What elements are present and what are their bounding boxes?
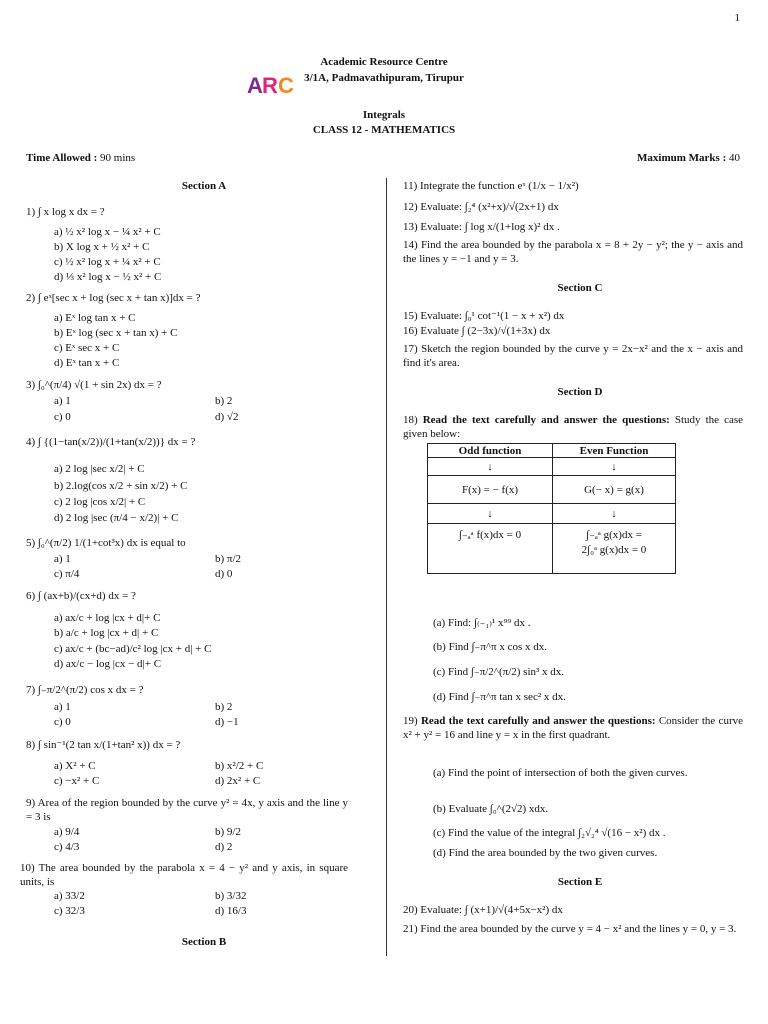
marks-value: 40	[729, 152, 740, 164]
q7-option-b: b) 2	[215, 701, 233, 713]
question-1: 1) ∫ x log x dx = ?	[26, 206, 105, 218]
q19-part-d: (d) Find the area bounded by the two given curves.	[433, 847, 658, 859]
q10-option-b: b) 3/32	[215, 890, 247, 902]
maximum-marks	[637, 152, 740, 164]
time-label: Time Allowed :	[26, 152, 98, 164]
question-14: 14) Find the area bounded by the parabola x = 8 + 2y − y²; the y − axis and the lines y = −1 and y = 3.	[403, 239, 743, 265]
question-8: 8) ∫ sin⁻¹(2 tan x/(1+tan² x)) dx = ?	[26, 739, 181, 751]
q18-part-d: (d) Find ∫₋π^π tan x sec² x dx.	[433, 691, 566, 703]
q2-option-a: a) Eˣ log tan x + C	[54, 312, 136, 324]
question-2: 2) ∫ eˣ[sec x + log (sec x + tan x)]dx = ?	[26, 292, 201, 304]
q4-option-b: b) 2.log(cos x/2 + sin x/2) + C	[54, 480, 188, 492]
table-even-integral-line1: ∫₋ₐᵃ g(x)dx =	[586, 529, 642, 541]
q8-option-a: a) X² + C	[54, 760, 96, 772]
question-21: 21) Find the area bounded by the curve y = 4 − x² and the lines y = 0, y = 3.	[403, 923, 737, 935]
q7-option-a: a) 1	[54, 701, 71, 713]
table-header-even: Even Function	[553, 444, 676, 458]
subject-title: Integrals	[362, 109, 406, 121]
table-arrow: ↓	[553, 504, 676, 524]
table-arrow: ↓	[553, 458, 676, 476]
time-value: 90 mins	[100, 152, 136, 164]
section-d-heading: Section D	[557, 386, 603, 398]
q19-part-c: (c) Find the value of the integral ∫₂√₂⁴ √(16 − x²) dx .	[433, 827, 666, 839]
question-4: 4) ∫ {(1−tan(x/2))/(1+tan(x/2))} dx = ?	[26, 436, 196, 448]
q6-option-c: c) ax/c + (bc−ad)/c² log |cx + d| + C	[54, 643, 212, 655]
q6-option-a: a) ax/c + log |cx + d|+ C	[54, 612, 161, 624]
question-5: 5) ∫₀^(π/2) 1/(1+cot³x) dx is equal to	[26, 537, 186, 549]
q1-option-c: c) ½ x² log x + ¼ x² + C	[54, 256, 161, 268]
q2-option-b: b) Eˣ log (sec x + tan x) + C	[54, 327, 178, 339]
q6-option-b: b) a/c + log |cx + d| + C	[54, 627, 159, 639]
table-odd-integral: ∫₋ₐᵃ f(x)dx = 0	[428, 524, 553, 574]
q7-option-d: d) −1	[215, 716, 239, 728]
svg-text:C: C	[278, 74, 294, 96]
q2-option-d: d) Eˣ tan x + C	[54, 357, 120, 369]
question-13: 13) Evaluate: ∫ log x/(1+log x)² dx .	[403, 221, 560, 233]
q4-option-c: c) 2 log |cos x/2| + C	[54, 496, 146, 508]
q5-option-d: d) 0	[215, 568, 233, 580]
q5-option-c: c) π/4	[54, 568, 80, 580]
question-20: 20) Evaluate: ∫ (x+1)/√(4+5x−x²) dx	[403, 904, 563, 916]
table-odd-definition: F(x) = − f(x)	[428, 476, 553, 504]
q3-option-a: a) 1	[54, 395, 71, 407]
table-even-integral	[553, 524, 676, 574]
q1-option-d: d) ⅓ x² log x − ½ x² + C	[54, 271, 162, 283]
question-15: 15) Evaluate: ∫₀¹ cot⁻¹(1 − x + x²) dx	[403, 310, 565, 322]
question-12: 12) Evaluate: ∫₂⁴ (x²+x)/√(2x+1) dx	[403, 201, 559, 213]
q8-option-d: d) 2x² + C	[215, 775, 261, 787]
table-header-odd: Odd function	[428, 444, 553, 458]
table-even-integral-line2: 2∫₀ᵃ g(x)dx = 0	[581, 544, 647, 556]
question-6: 6) ∫ (ax+b)/(cx+d) dx = ?	[26, 590, 136, 602]
q10-option-a: a) 33/2	[54, 890, 85, 902]
q19-part-a: (a) Find the point of intersection of both the given curves.	[433, 767, 688, 779]
q5-option-a: a) 1	[54, 553, 71, 565]
q18-part-b: (b) Find ∫₋π^π x cos x dx.	[433, 641, 548, 653]
table-arrow: ↓	[428, 504, 553, 524]
time-allowed	[26, 152, 135, 164]
svg-text:R: R	[262, 74, 278, 96]
q4-option-a: a) 2 log |sec x/2| + C	[54, 463, 145, 475]
marks-label: Maximum Marks :	[637, 152, 727, 164]
table-even-definition: G(− x) = g(x)	[553, 476, 676, 504]
institute-name: Academic Resource Centre	[320, 56, 448, 68]
q10-option-c: c) 32/3	[54, 905, 85, 917]
q7-option-c: c) 0	[54, 716, 71, 728]
q10-option-d: d) 16/3	[215, 905, 247, 917]
column-divider	[386, 178, 387, 956]
section-e-heading: Section E	[557, 876, 603, 888]
table-arrow: ↓	[428, 458, 553, 476]
q5-option-b: b) π/2	[215, 553, 242, 565]
class-title: CLASS 12 - MATHEMATICS	[312, 124, 456, 136]
svg-text:A: A	[247, 74, 263, 96]
q2-option-c: c) Eˣ sec x + C	[54, 342, 120, 354]
q4-option-d: d) 2 log |sec (π/4 − x/2)| + C	[54, 512, 179, 524]
q18-part-a: (a) Find: ∫₍₋₁₎¹ x⁹⁹ dx .	[433, 617, 531, 629]
section-a-heading: Section A	[181, 180, 227, 192]
q18-part-c: (c) Find ∫₋π/2^(π/2) sin³ x dx.	[433, 666, 565, 678]
q3-option-d: d) √2	[215, 411, 239, 423]
question-9: 9) Area of the region bounded by the curve y² = 4x, y axis and the line y = 3 is	[26, 797, 348, 823]
odd-even-table	[427, 443, 676, 574]
question-19: 19) Read the text carefully and answer the questions: Consider the curve x² + y² = 16 and line y = x in the first quadrant.	[403, 715, 743, 741]
q19-part-b: (b) Evaluate ∫₀^(2√2) xdx.	[433, 803, 549, 815]
section-c-heading: Section C	[557, 282, 603, 294]
q8-option-b: b) x²/2 + C	[215, 760, 264, 772]
institute-address: 3/1A, Padmavathipuram, Tirupur	[304, 72, 464, 84]
q1-option-b: b) X log x + ½ x² + C	[54, 241, 150, 253]
q9-option-c: c) 4/3	[54, 841, 80, 853]
q6-option-d: d) ax/c − log |cx − d|+ C	[54, 658, 162, 670]
q1-option-a: a) ½ x² log x − ¼ x² + C	[54, 226, 161, 238]
q9-option-a: a) 9/4	[54, 826, 80, 838]
q9-option-b: b) 9/2	[215, 826, 241, 838]
question-18: 18) Read the text carefully and answer the questions: Study the case given below:	[403, 414, 743, 440]
question-10: 10) The area bounded by the parabola x = 4 − y² and y axis, in square units, is	[20, 862, 348, 888]
question-11: 11) Integrate the function eˣ (1/x − 1/x²)	[403, 180, 579, 192]
q9-option-d: d) 2	[215, 841, 233, 853]
question-3: 3) ∫₀^(π/4) √(1 + sin 2x) dx = ?	[26, 379, 162, 391]
q3-option-c: c) 0	[54, 411, 71, 423]
question-17: 17) Sketch the region bounded by the curve y = 2x−x² and the x − axis and find it's area.	[403, 343, 744, 369]
q3-option-b: b) 2	[215, 395, 233, 407]
q8-option-c: c) −x² + C	[54, 775, 100, 787]
section-b-heading: Section B	[181, 936, 227, 948]
question-7: 7) ∫₋π/2^(π/2) cos x dx = ?	[26, 684, 144, 696]
question-16: 16) Evaluate ∫ (2−3x)/√(1+3x) dx	[403, 325, 551, 337]
page-number: 1	[734, 12, 740, 24]
